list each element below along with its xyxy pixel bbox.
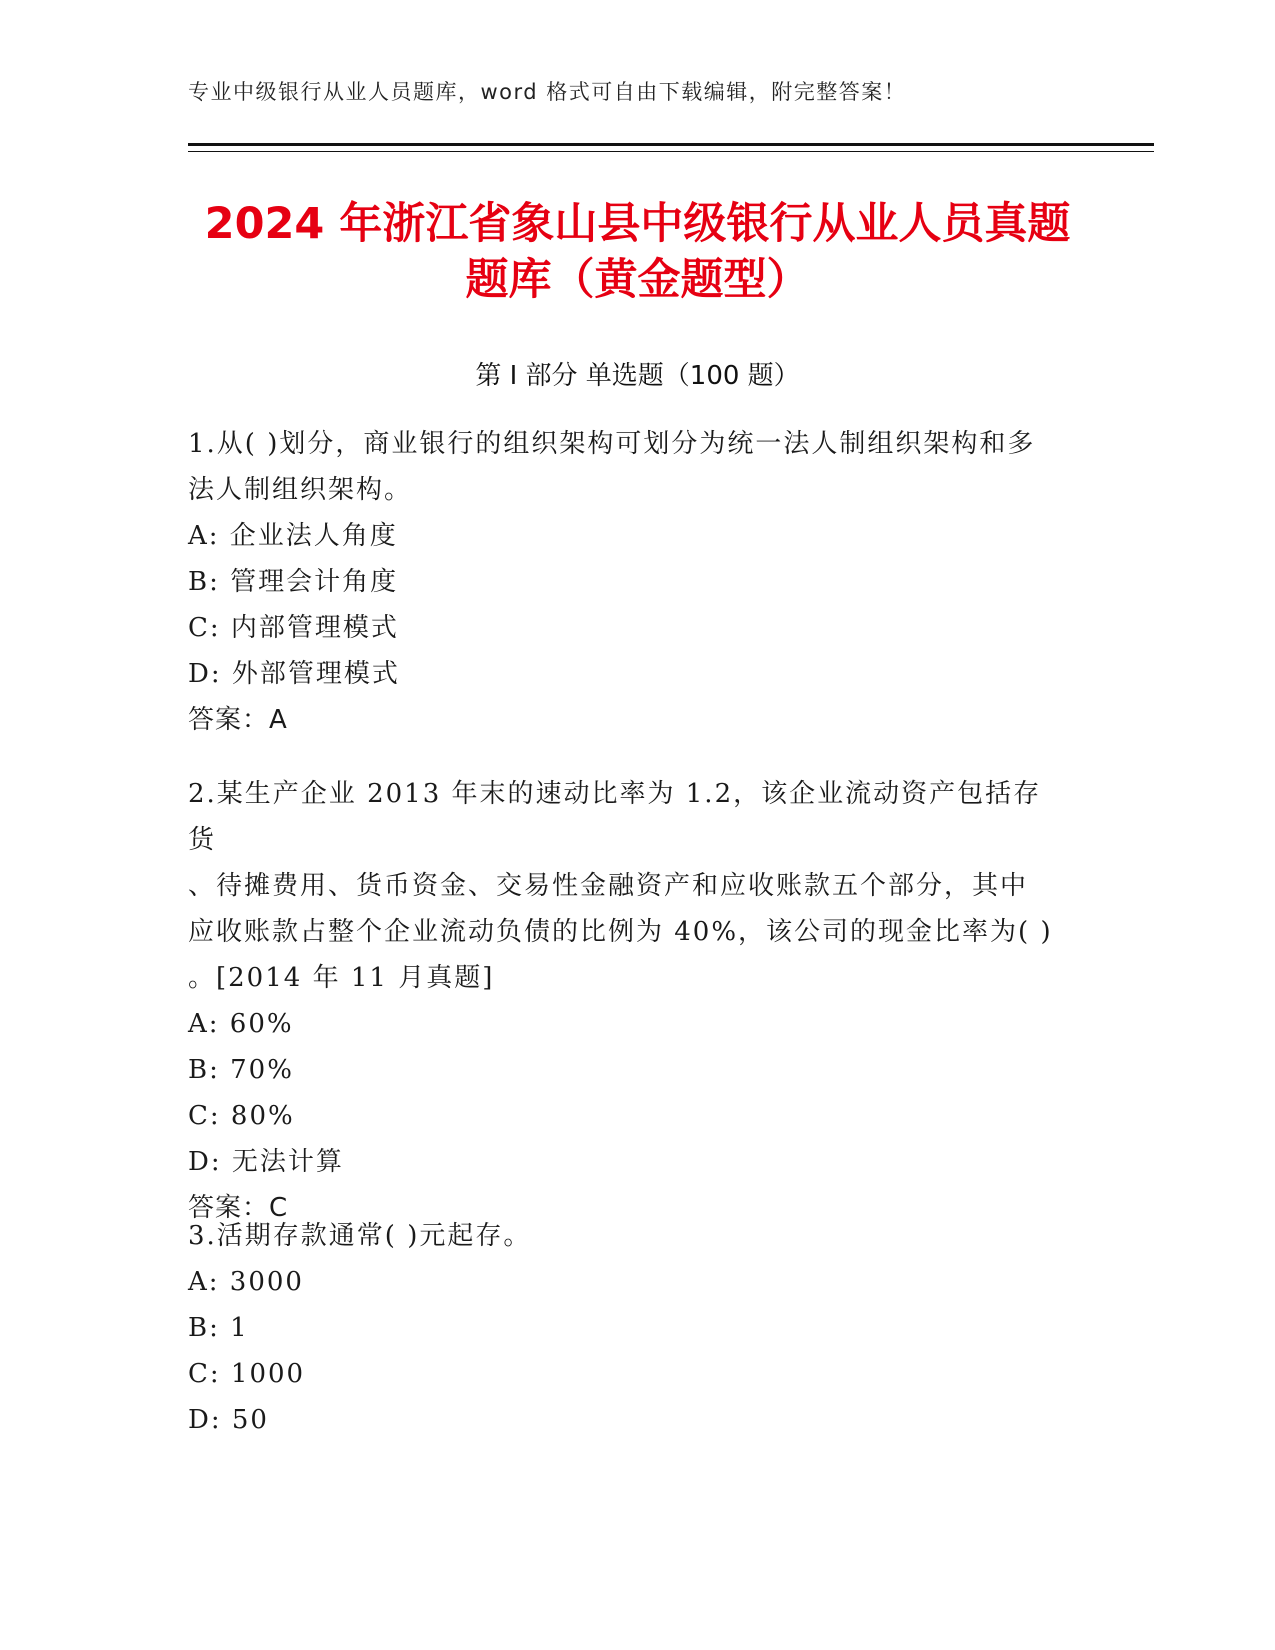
question-1 (188, 421, 1068, 743)
document-title-line-2: 题库（黄金题型） (465, 255, 810, 305)
document-title (160, 196, 1115, 308)
question-stem-line: 1.从( )划分，商业银行的组织架构可划分为统一法人制组织架构和多 (188, 429, 1036, 459)
option-b: B: 70% (188, 1055, 294, 1085)
question-stem-line: 、待摊费用、货币资金、交易性金融资产和应收账款五个部分，其中 (188, 871, 1029, 901)
question-2 (188, 771, 1068, 1231)
option-d: D: 外部管理模式 (188, 659, 400, 689)
answer: 答案：C (188, 1193, 289, 1223)
option-a: A: 企业法人角度 (188, 521, 398, 551)
option-b: B: 管理会计角度 (188, 567, 399, 597)
question-stem-line: 。[2014 年 11 月真题] (188, 963, 495, 993)
header-rule-thick (188, 143, 1154, 146)
option-c: C: 80% (188, 1101, 295, 1131)
document-title-line-1: 2024 年浙江省象山县中级银行从业人员真题 (204, 199, 1071, 249)
question-stem-line: 3.活期存款通常( )元起存。 (188, 1221, 532, 1251)
header-note: 专业中级银行从业人员题库，word 格式可自由下载编辑，附完整答案！ (188, 80, 907, 104)
section-title: 第 I 部分 单选题（100 题） (475, 361, 800, 391)
option-c: C: 内部管理模式 (188, 613, 399, 643)
option-d: D: 50 (188, 1405, 269, 1435)
option-d: D: 无法计算 (188, 1147, 344, 1177)
answer: 答案：A (188, 705, 288, 735)
option-b: B: 1 (188, 1313, 249, 1343)
question-stem-line: 2.某生产企业 2013 年末的速动比率为 1.2，该企业流动资产包括存货 (188, 779, 1042, 855)
header-rule-thin (188, 151, 1154, 152)
question-stem-line: 应收账款占整个企业流动负债的比例为 40%，该公司的现金比率为( ) (188, 917, 1053, 947)
question-3 (188, 1213, 1068, 1443)
option-a: A: 60% (188, 1009, 294, 1039)
question-stem-line: 法人制组织架构。 (188, 475, 413, 505)
option-a: A: 3000 (188, 1267, 304, 1297)
option-c: C: 1000 (188, 1359, 306, 1389)
